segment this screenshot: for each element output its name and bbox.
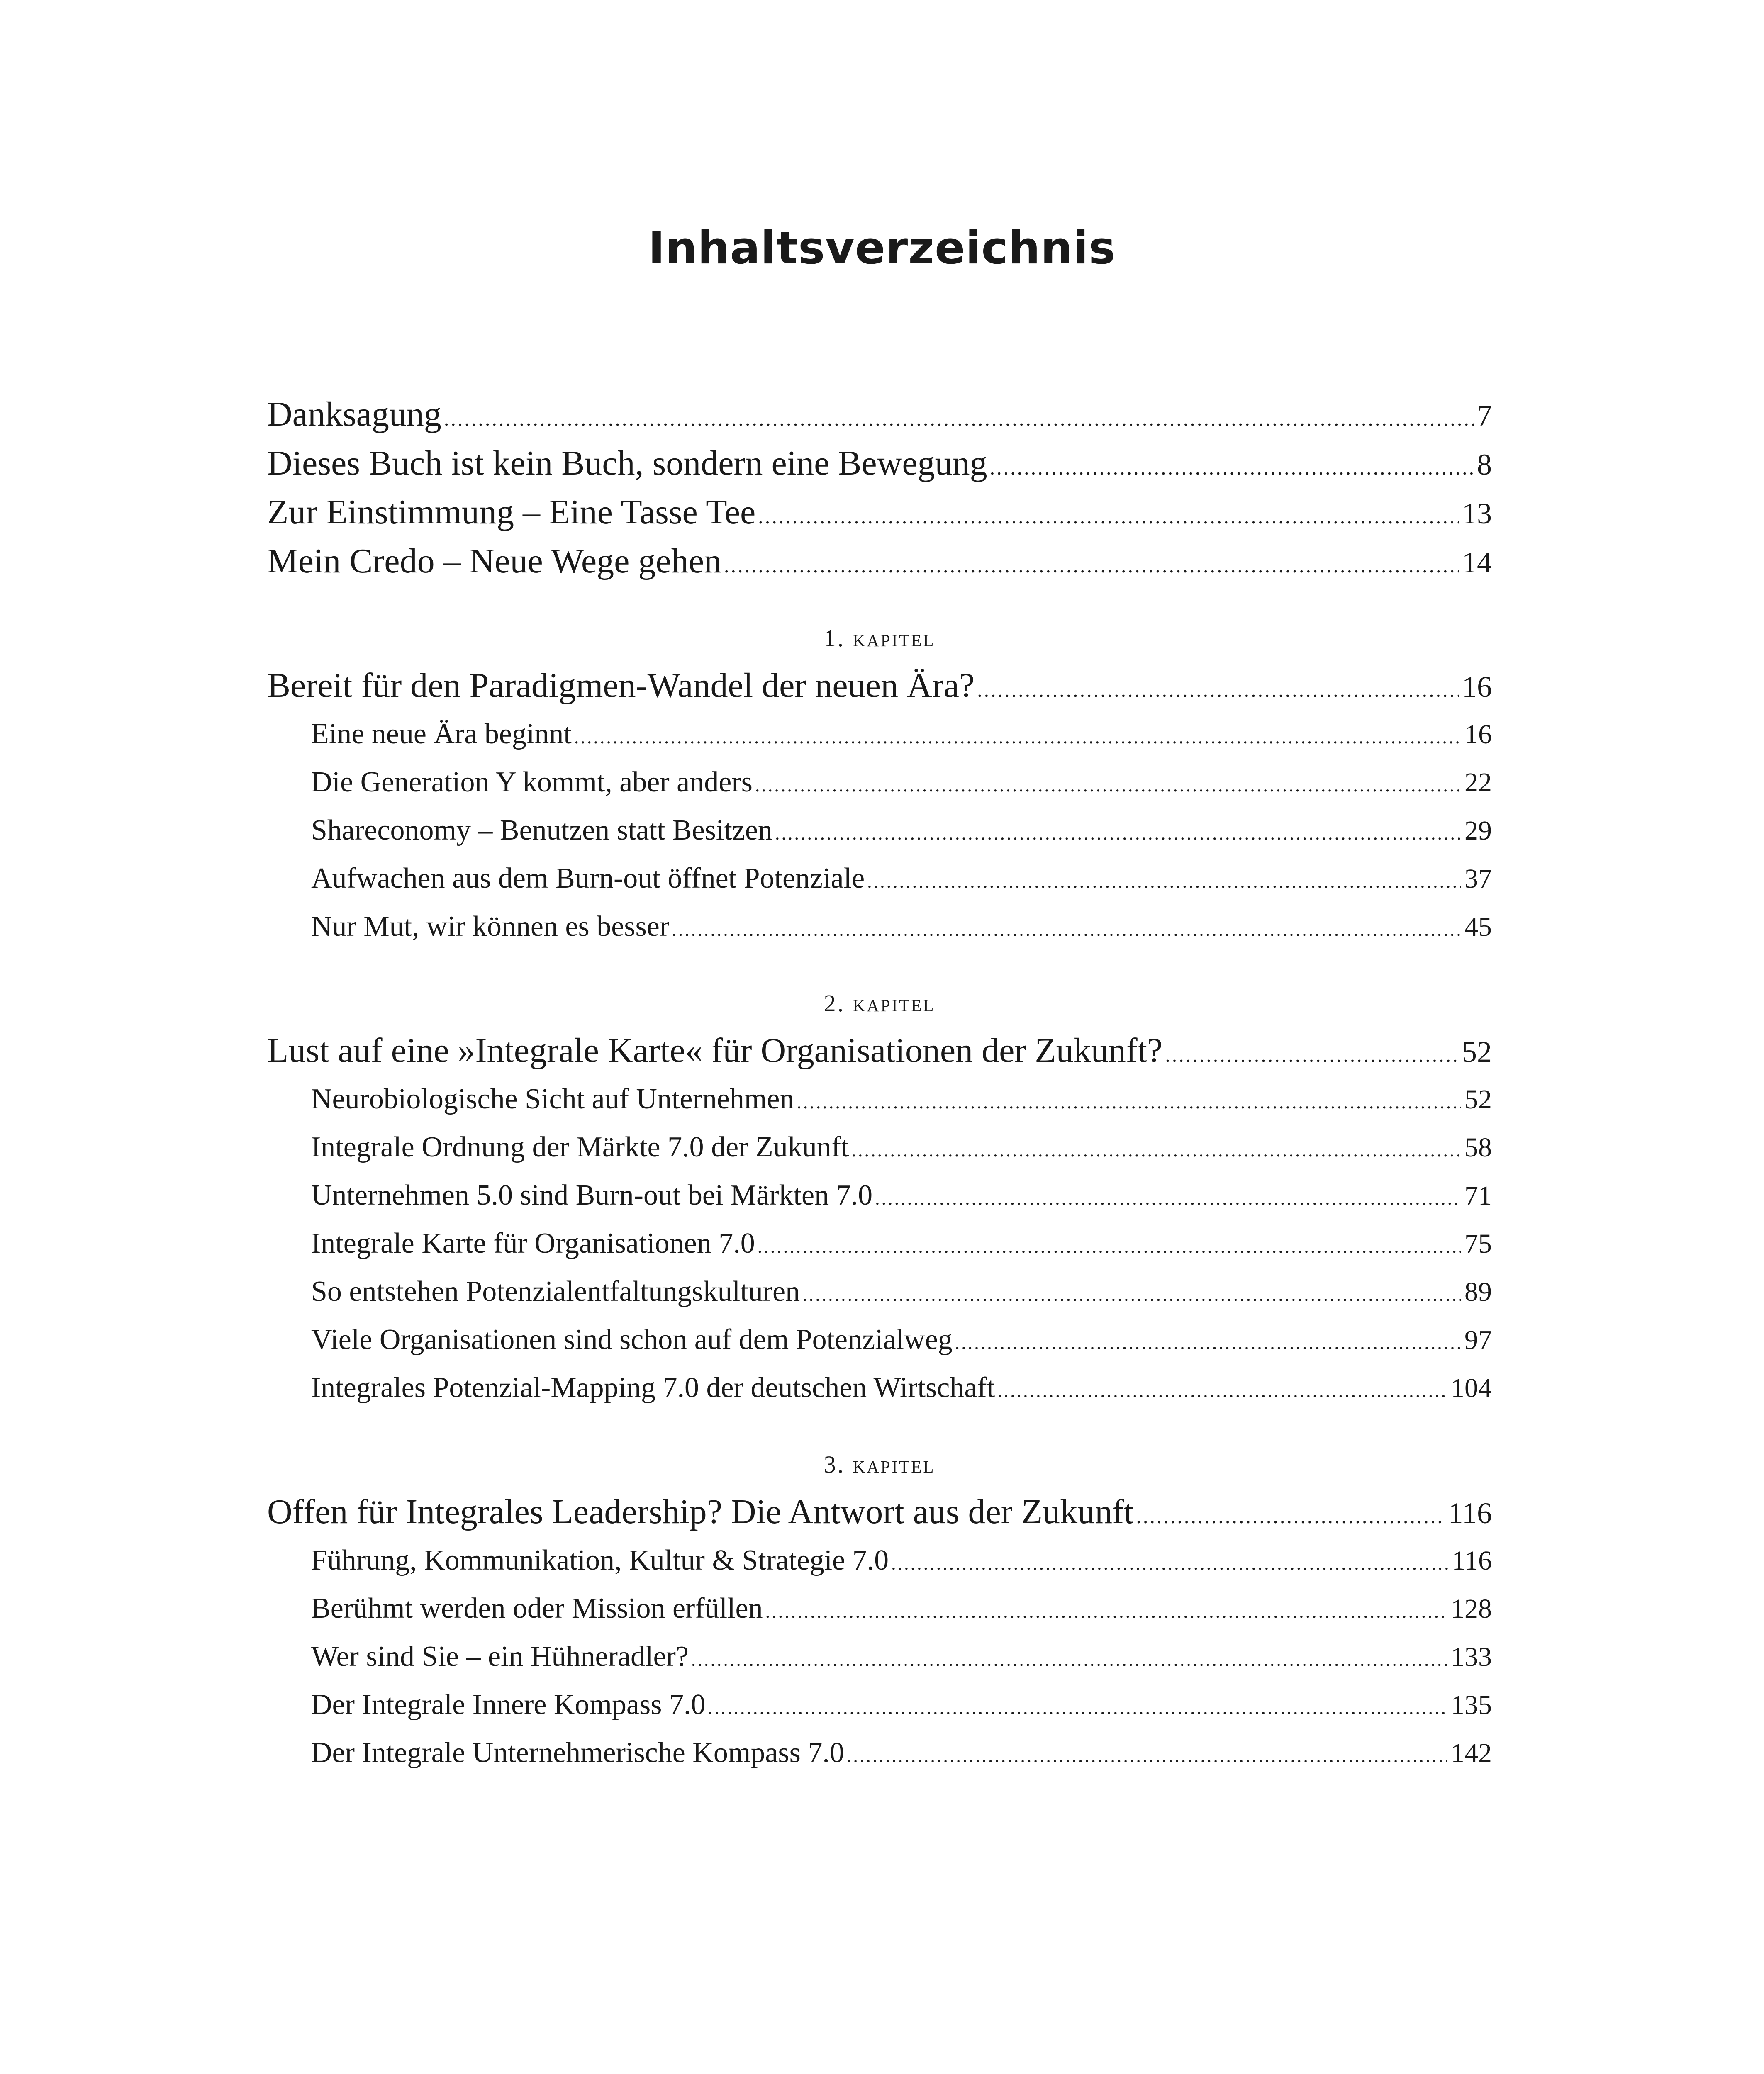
toc-subentry[interactable] (267, 806, 1492, 854)
dot-leader (847, 1732, 1447, 1780)
toc-entry-label: Neurobiologische Sicht auf Unternehmen (311, 1083, 794, 1115)
toc-subentry[interactable] (267, 1316, 1492, 1364)
dot-leader (867, 857, 1461, 906)
toc-entry-label: Nur Mut, wir können es besser (311, 910, 670, 942)
toc-entry-label: Eine neue Ära beginnt (311, 718, 572, 750)
dot-leader (997, 1367, 1447, 1415)
toc-subentry[interactable] (267, 1536, 1492, 1585)
dot-leader (1165, 1030, 1459, 1079)
dot-leader (802, 1271, 1461, 1319)
chapter-heading-entry[interactable] (267, 1487, 1492, 1536)
toc-entry-label: Shareconomy – Benutzen statt Besitzen (311, 814, 772, 846)
toc-entry-label: Führung, Kommunikation, Kultur & Strategie 7.0 (311, 1544, 889, 1576)
toc-subentry[interactable] (267, 1075, 1492, 1123)
toc-entry-page: 58 (1464, 1132, 1492, 1163)
dot-leader (708, 1684, 1447, 1732)
toc-entry-page: 16 (1462, 670, 1492, 704)
toc-entry[interactable] (267, 488, 1492, 537)
toc-entry-page: 133 (1451, 1642, 1492, 1672)
dot-leader (574, 713, 1461, 761)
toc-entry-label: So entstehen Potenzialentfaltungskulturen (311, 1276, 800, 1307)
toc-entry-page: 89 (1464, 1277, 1492, 1307)
toc-entry-page: 22 (1464, 767, 1492, 798)
toc-entry-page: 52 (1464, 1084, 1492, 1115)
dot-leader (797, 1078, 1461, 1126)
toc-entry-label: Der Integrale Unternehmerische Kompass 7.0 (311, 1737, 844, 1769)
table-of-contents (267, 390, 1492, 1777)
toc-entry-label: Danksagung (267, 395, 441, 433)
toc-subentry[interactable] (267, 1633, 1492, 1681)
toc-entry-page: 116 (1452, 1546, 1492, 1576)
toc-entry-label: Berühmt werden oder Mission erfüllen (311, 1592, 763, 1624)
toc-entry-page: 97 (1464, 1325, 1492, 1355)
toc-entry-label: Offen für Integrales Leadership? Die Antwort aus der Zukunft (267, 1492, 1134, 1531)
toc-entry-page: 14 (1462, 546, 1492, 579)
toc-entry-page: 16 (1464, 719, 1492, 750)
toc-entry-page: 75 (1464, 1229, 1492, 1259)
dot-leader (852, 1126, 1461, 1174)
toc-entry-label: Dieses Buch ist kein Buch, sondern eine Bewegung (267, 444, 987, 482)
toc-subentry[interactable] (267, 1268, 1492, 1316)
toc-entry-label: Integrale Ordnung der Märkte 7.0 der Zukunft (311, 1131, 849, 1163)
toc-entry-label: Unternehmen 5.0 sind Burn-out bei Märkten 7.0 (311, 1179, 873, 1211)
dot-leader (775, 809, 1461, 857)
chapter-heading-entry[interactable] (267, 1026, 1492, 1075)
chapter-label: 2. kapitel (824, 990, 936, 1017)
toc-entry-page: 37 (1464, 864, 1492, 894)
dot-leader (724, 541, 1459, 590)
dot-leader (758, 492, 1459, 541)
toc-entry-page: 45 (1464, 912, 1492, 942)
toc-subentry[interactable] (267, 710, 1492, 758)
dot-leader (955, 1319, 1461, 1367)
dot-leader (691, 1636, 1447, 1684)
toc-entry-page: 104 (1451, 1373, 1492, 1403)
dot-leader (672, 906, 1461, 954)
toc-entry-page: 8 (1477, 448, 1492, 481)
toc-entry[interactable] (267, 390, 1492, 439)
toc-entry[interactable] (267, 537, 1492, 586)
toc-entry-label: Zur Einstimmung – Eine Tasse Tee (267, 493, 756, 531)
dot-leader (1136, 1492, 1445, 1541)
toc-entry[interactable] (267, 439, 1492, 488)
dot-leader (758, 1222, 1461, 1271)
toc-subentry[interactable] (267, 1123, 1492, 1171)
chapter-label: 3. kapitel (824, 1451, 936, 1478)
toc-entry-page: 13 (1462, 497, 1492, 530)
toc-entry-label: Die Generation Y kommt, aber anders (311, 766, 753, 798)
toc-subentry[interactable] (267, 1681, 1492, 1729)
toc-entry-label: Mein Credo – Neue Wege gehen (267, 542, 721, 580)
toc-entry-page: 52 (1462, 1035, 1492, 1069)
dot-leader (444, 394, 1474, 443)
dot-leader (875, 1174, 1461, 1222)
toc-subentry[interactable] (267, 854, 1492, 903)
chapter-label: 1. kapitel (824, 625, 936, 652)
dot-leader (977, 665, 1459, 714)
toc-entry-label: Der Integrale Innere Kompass 7.0 (311, 1689, 706, 1721)
toc-subentry[interactable] (267, 1364, 1492, 1412)
dot-leader (891, 1539, 1448, 1587)
toc-entry-label: Integrales Potenzial-Mapping 7.0 der deutschen Wirtschaft (311, 1372, 995, 1404)
toc-entry-label: Aufwachen aus dem Burn-out öffnet Potenziale (311, 862, 865, 894)
toc-entry-label: Integrale Karte für Organisationen 7.0 (311, 1227, 755, 1259)
chapter-heading-entry[interactable] (267, 661, 1492, 710)
toc-entry-page: 7 (1477, 399, 1492, 432)
dot-leader (765, 1587, 1447, 1636)
toc-subentry[interactable] (267, 1220, 1492, 1268)
toc-subentry[interactable] (267, 1171, 1492, 1220)
toc-entry-page: 116 (1448, 1497, 1492, 1530)
toc-entry-label: Viele Organisationen sind schon auf dem Potenzialweg (311, 1324, 953, 1356)
toc-entry-page: 71 (1464, 1181, 1492, 1211)
dot-leader (990, 443, 1474, 492)
toc-subentry[interactable] (267, 758, 1492, 806)
page-title: Inhaltsverzeichnis (648, 222, 1116, 274)
toc-subentry[interactable] (267, 1729, 1492, 1777)
toc-subentry[interactable] (267, 1585, 1492, 1633)
toc-entry-page: 142 (1451, 1738, 1492, 1768)
toc-subentry[interactable] (267, 903, 1492, 951)
toc-entry-page: 128 (1451, 1594, 1492, 1624)
toc-entry-page: 135 (1451, 1690, 1492, 1720)
toc-entry-page: 29 (1464, 815, 1492, 846)
dot-leader (755, 761, 1461, 809)
toc-entry-label: Bereit für den Paradigmen-Wandel der neuen Ära? (267, 666, 975, 705)
toc-entry-label: Wer sind Sie – ein Hühneradler? (311, 1641, 689, 1672)
toc-entry-label: Lust auf eine »Integrale Karte« für Organisationen der Zukunft? (267, 1031, 1163, 1070)
